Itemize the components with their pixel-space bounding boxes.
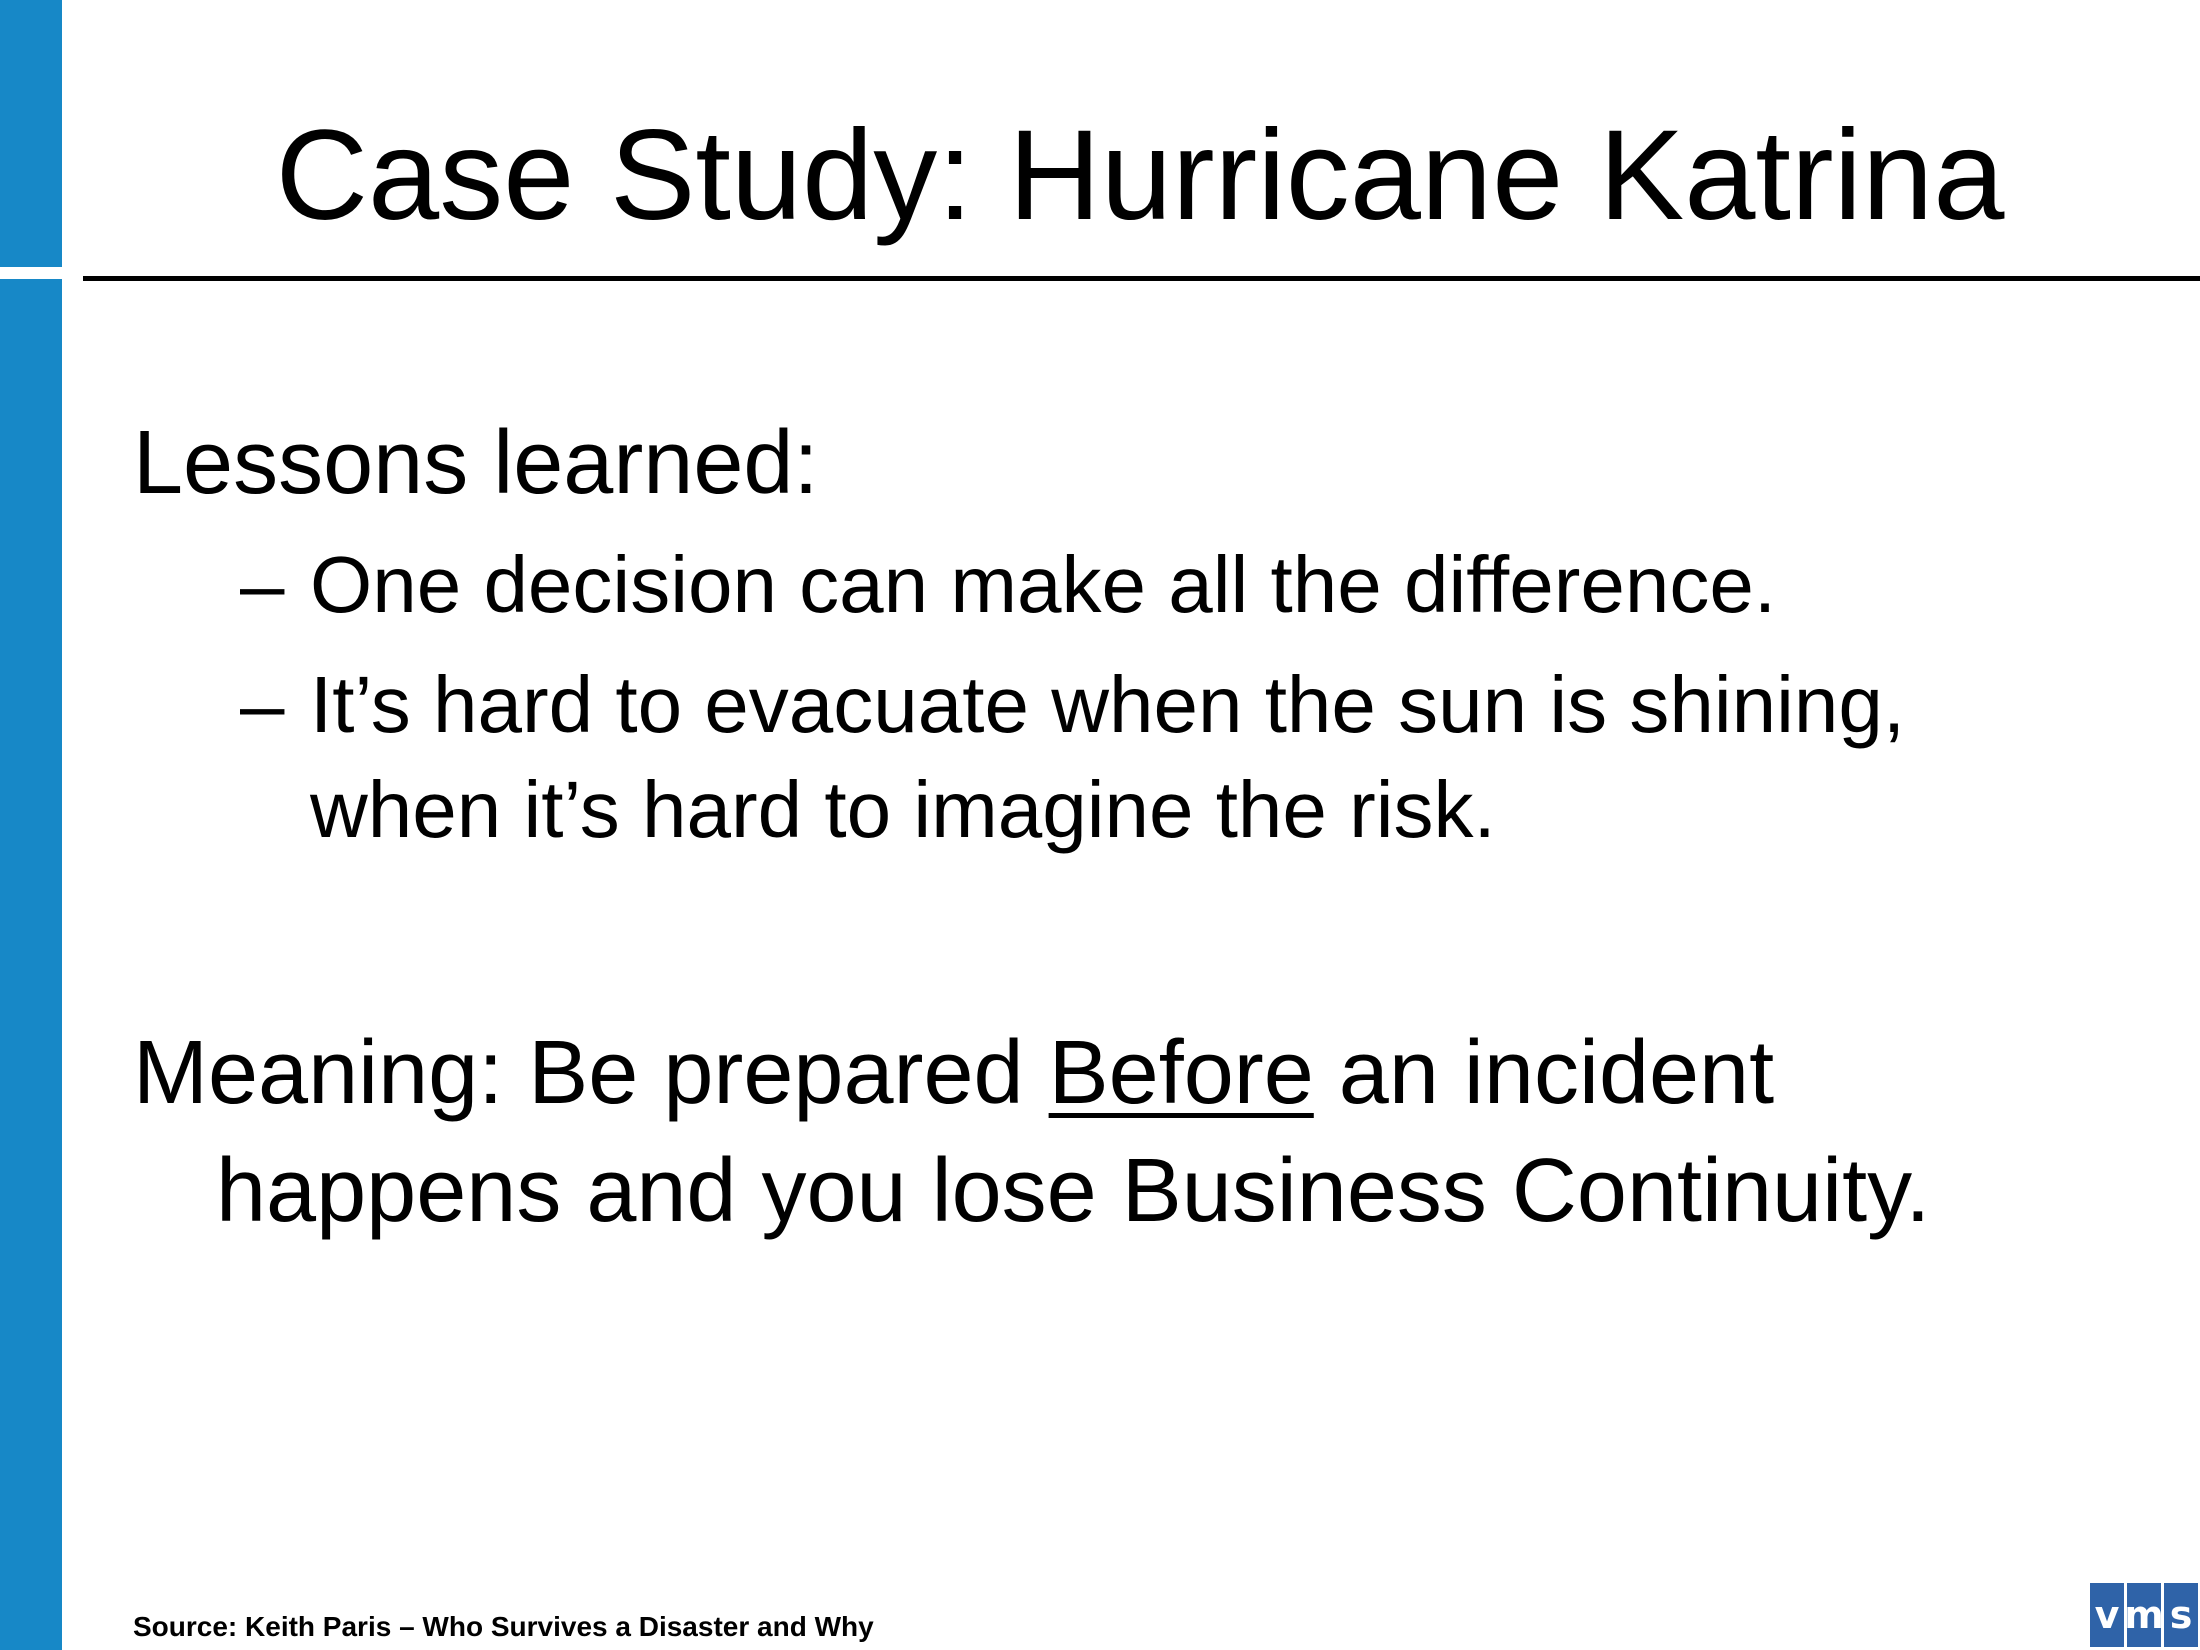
lessons-heading: Lessons learned: <box>133 413 819 513</box>
meaning-statement <box>133 1023 1775 1123</box>
vms-logo <box>2090 1583 2198 1647</box>
dash-bullet: – <box>240 660 285 749</box>
lesson-item <box>240 540 1777 629</box>
logo-letter: v <box>2090 1583 2124 1647</box>
logo-letter: m <box>2127 1583 2161 1647</box>
sidebar-accent-top <box>0 0 62 267</box>
meaning-emphasis: Before <box>1048 1023 1314 1123</box>
meaning-statement-line2: happens and you lose Business Continuity. <box>216 1141 1931 1241</box>
lesson-text-continuation: when it’s hard to imagine the risk. <box>310 765 1496 854</box>
lesson-text: It’s hard to evacuate when the sun is shining, <box>310 660 1906 749</box>
slide-title: Case Study: Hurricane Katrina <box>275 104 2005 247</box>
meaning-suffix: an incident <box>1313 1023 1775 1123</box>
lesson-text: One decision can make all the difference. <box>310 540 1777 629</box>
dash-bullet: – <box>240 540 285 629</box>
logo-letter: s <box>2164 1583 2198 1647</box>
lesson-item <box>240 660 1906 749</box>
source-citation: Source: Keith Paris – Who Survives a Disaster and Why <box>133 1611 874 1642</box>
meaning-prefix: Meaning: Be prepared <box>133 1023 1049 1123</box>
sidebar-accent-bottom <box>0 279 62 1650</box>
title-divider <box>83 276 2200 281</box>
